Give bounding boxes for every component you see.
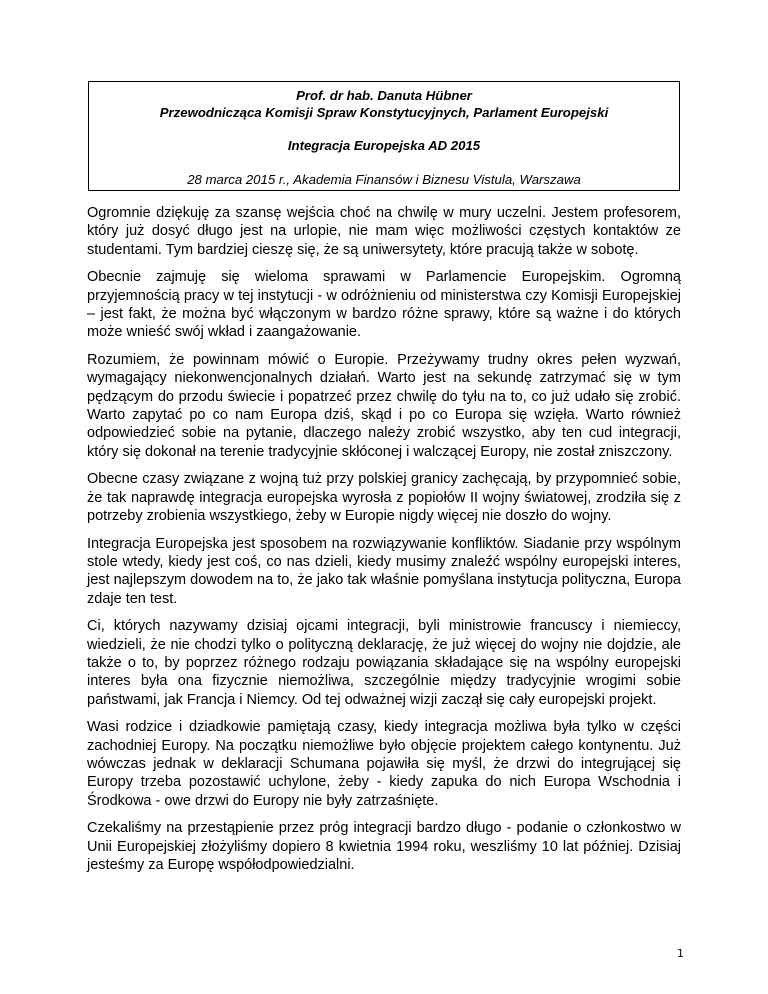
author-name: Prof. dr hab. Danuta Hübner xyxy=(296,88,472,103)
paragraph: Rozumiem, że powinnam mówić o Europie. Przeżywamy trudny okres pełen wyzwań, wymagający niekonwencjonalnych działań. Warto jest na sekundę zatrzymać się w tym pędzącym do przodu świecie i popatrzeć przez chwilę do tyłu na to, co już udało się zrobić. Warto zapytać po co nam Europa dziś, skąd i po co Europa się wzięła. Warto również odpowiedzieć sobie na pytanie, dlaczego należy zrobić wszystko, aby ten cud integracji, który się dokonał na terenie tradycyjnie skłóconej i walczącej Europy, nie został zniszczony. xyxy=(87,351,681,460)
header-box xyxy=(88,81,680,191)
body-text xyxy=(87,204,681,883)
author-role: Przewodnicząca Komisji Spraw Konstytucyjnych, Parlament Europejski xyxy=(159,105,609,120)
paragraph: Wasi rodzice i dziadkowie pamiętają czasy, kiedy integracja możliwa była tylko w części zachodniej Europy. Na początku niemożliwe było objęcie projektem całego kontynentu. Już wówczas jednak w deklaracji Schumana pojawiła się myśl, że drzwi do integrującej się Europy trzeba pozostawić uchylone, żeby - kiedy zapuka do nich Europa Wschodnia i Środkowa - owe drzwi do Europy nie były zatrzaśnięte. xyxy=(87,719,681,809)
paragraph: Obecne czasy związane z wojną tuż przy polskiej granicy zachęcają, by przypomnieć sobie, że tak naprawdę integracja europejska wyrosła z popiołów II wojny światowej, zrodziła się z potrzeby zrobienia wszystkiego, żeby w Europie nigdy więcej nie doszło do wojny. xyxy=(87,471,681,525)
paragraph: Obecnie zajmuję się wieloma sprawami w Parlamencie Europejskim. Ogromną przyjemnością pracy w tej instytucji - w odróżnieniu od ministerstwa czy Komisji Europejskiej – jest fakt, że można być włączonym w bardzo różne sprawy, które są ważne i do których może wnieść swój wkład i zaangażowanie. xyxy=(87,269,681,341)
paragraph: Ci, których nazywamy dzisiaj ojcami integracji, byli ministrowie francuscy i niemieccy, wiedzieli, że nie chodzi tylko o polityczną deklarację, że już więcej do wojny nie dojdzie, ale także o to, by poprzez różnego rodzaju powiązania składające się na wspólny europejski interes była ona fizycznie niemożliwa, szczególnie między tradycyjnie wrogimi sobie państwami, jak Francja i Niemcy. Od tej odważnej wizji zaczął się cały europejski projekt. xyxy=(87,618,681,708)
event-details: 28 marca 2015 r., Akademia Finansów i Biznesu Vistula, Warszawa xyxy=(187,172,581,187)
paragraph: Czekaliśmy na przestąpienie przez próg integracji bardzo długo - podanie o członkostwo w Unii Europejskiej złożyliśmy dopiero 8 kwietnia 1994 roku, weszliśmy 10 lat później. Dzisiaj jesteśmy za Europę współodpowiedzialni. xyxy=(87,820,681,873)
page-number: 1 xyxy=(677,947,684,960)
paragraph: Integracja Europejska jest sposobem na rozwiązywanie konfliktów. Siadanie przy wspólnym stole wtedy, kiedy jest coś, co nas dzieli, kiedy musimy znaleźć wspólny europejski interes, jest najlepszym dowodem na to, że jako tak właśnie pomyślana instytucja polityczna, Europa zdaje ten test. xyxy=(87,535,681,607)
paragraph: Ogromnie dziękuję za szansę wejścia choć na chwilę w mury uczelni. Jestem profesorem, który już dosyć długo jest na urlopie, nie mam więc możliwości częstych kontaktów ze studentami. Tym bardziej cieszę się, że są uniwersytety, które pracują także w sobotę. xyxy=(87,205,681,258)
speech-title: Integracja Europejska AD 2015 xyxy=(287,138,481,153)
